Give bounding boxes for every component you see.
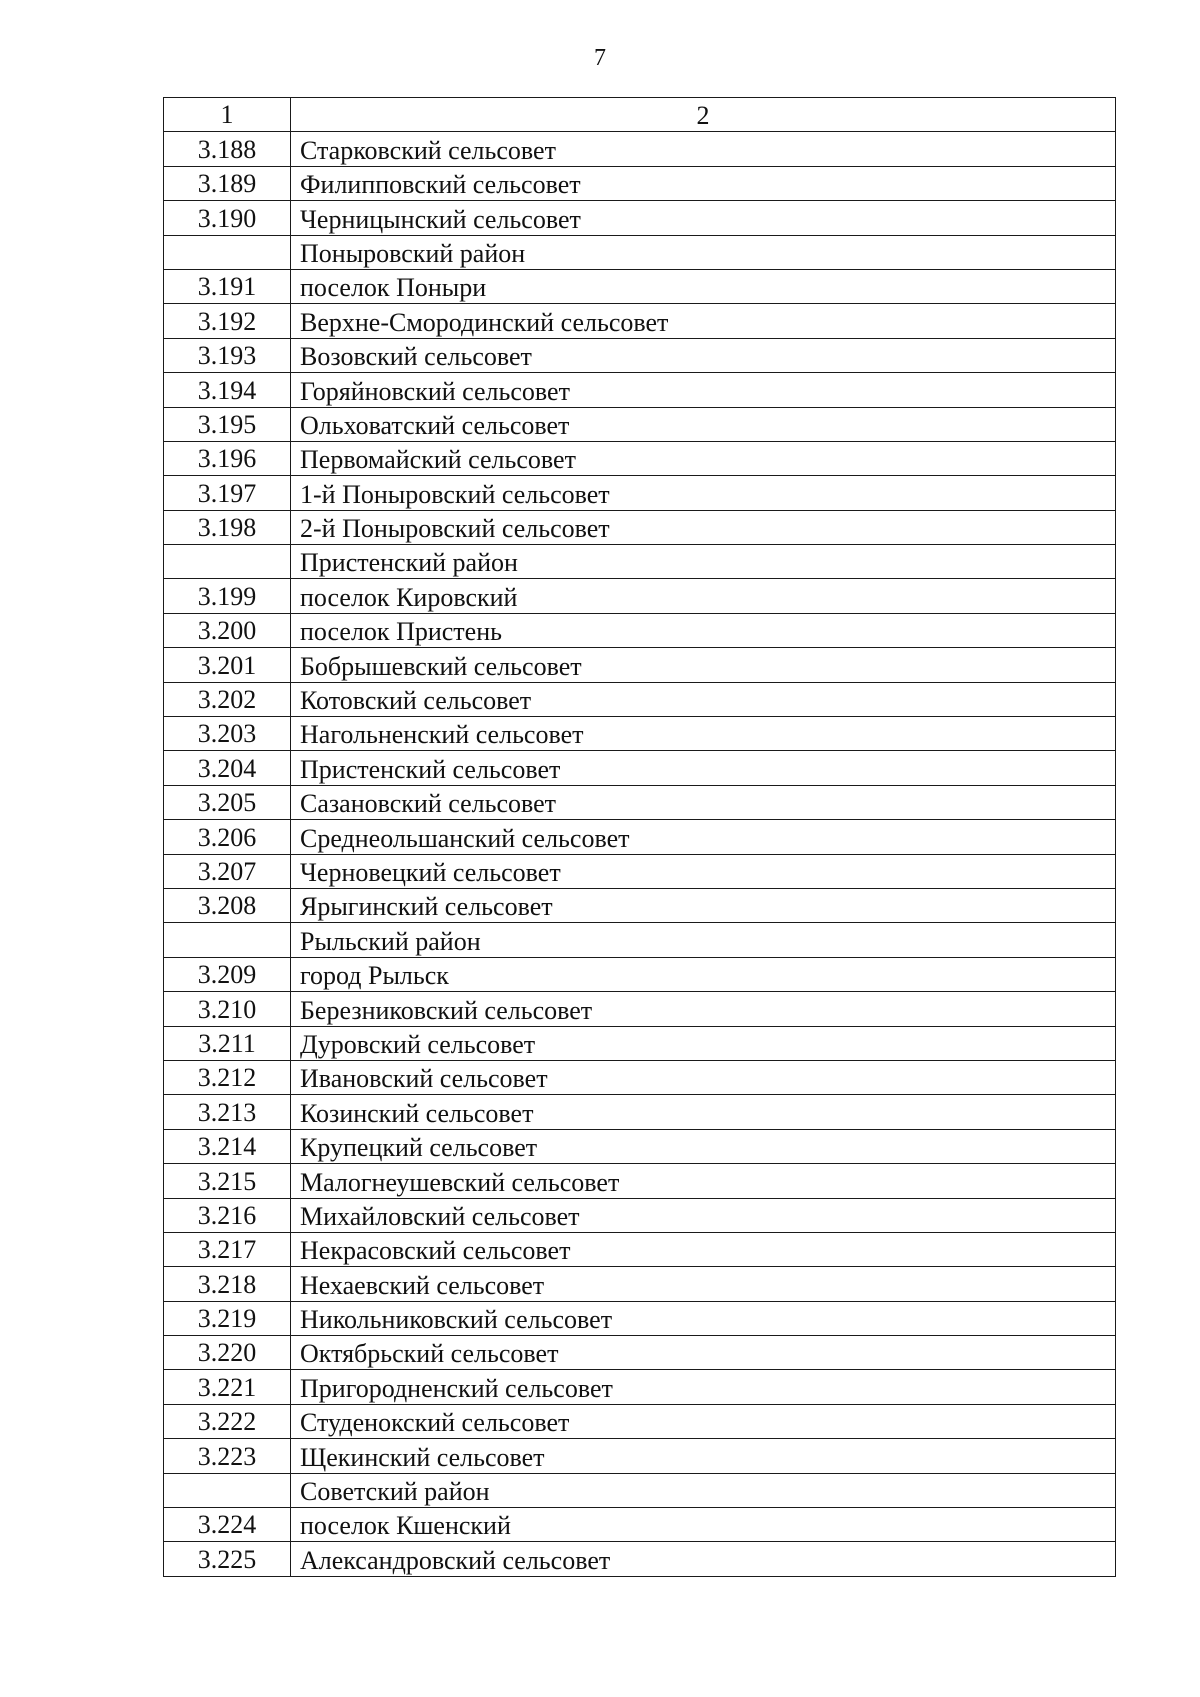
table-row	[164, 1301, 1116, 1335]
row-number-cell: 3.214	[164, 1129, 291, 1163]
municipality-name-cell: Сазановский сельсовет	[291, 785, 1116, 819]
municipality-name-cell: Среднеольшанский сельсовет	[291, 820, 1116, 854]
municipality-name-cell: Нехаевский сельсовет	[291, 1267, 1116, 1301]
table-header-row	[164, 98, 1116, 132]
row-number-cell: 3.211	[164, 1026, 291, 1060]
table-row	[164, 1542, 1116, 1576]
row-number-cell	[164, 1473, 291, 1507]
municipality-name-cell: поселок Кировский	[291, 579, 1116, 613]
column-header-name: 2	[291, 98, 1116, 132]
table-row	[164, 717, 1116, 751]
table-row	[164, 407, 1116, 441]
table-row	[164, 166, 1116, 200]
municipality-name-cell: Октябрьский сельсовет	[291, 1336, 1116, 1370]
row-number-cell: 3.191	[164, 269, 291, 303]
table-row	[164, 304, 1116, 338]
table-row	[164, 957, 1116, 991]
table-row	[164, 338, 1116, 372]
page-number: 7	[594, 45, 606, 71]
municipality-name-cell: Возовский сельсовет	[291, 338, 1116, 372]
table-row	[164, 820, 1116, 854]
table-row	[164, 1370, 1116, 1404]
municipality-name-cell: Михайловский сельсовет	[291, 1198, 1116, 1232]
table-row	[164, 751, 1116, 785]
table-row	[164, 888, 1116, 922]
municipality-name-cell: Пригородненский сельсовет	[291, 1370, 1116, 1404]
district-name-cell: Поныровский район	[291, 235, 1116, 269]
table-row	[164, 1026, 1116, 1060]
row-number-cell: 3.196	[164, 441, 291, 475]
row-number-cell: 3.189	[164, 166, 291, 200]
row-number-cell: 3.192	[164, 304, 291, 338]
table-row	[164, 1336, 1116, 1370]
row-number-cell: 3.188	[164, 132, 291, 166]
table-row	[164, 132, 1116, 166]
row-number-cell: 3.190	[164, 201, 291, 235]
row-number-cell: 3.215	[164, 1164, 291, 1198]
municipality-name-cell: Черницынский сельсовет	[291, 201, 1116, 235]
row-number-cell: 3.202	[164, 682, 291, 716]
row-number-cell	[164, 545, 291, 579]
table-row	[164, 201, 1116, 235]
municipality-name-cell: Старковский сельсовет	[291, 132, 1116, 166]
municipality-name-cell: Пристенский сельсовет	[291, 751, 1116, 785]
row-number-cell: 3.212	[164, 1060, 291, 1094]
table-row	[164, 648, 1116, 682]
municipality-name-cell: Верхне-Смородинский сельсовет	[291, 304, 1116, 338]
row-number-cell: 3.200	[164, 613, 291, 647]
municipality-name-cell: Некрасовский сельсовет	[291, 1232, 1116, 1266]
table-row	[164, 682, 1116, 716]
table-row	[164, 269, 1116, 303]
municipality-name-cell: Студенокский сельсовет	[291, 1404, 1116, 1438]
municipality-name-cell: Бобрышевский сельсовет	[291, 648, 1116, 682]
municipality-name-cell: Ивановский сельсовет	[291, 1060, 1116, 1094]
district-heading-row	[164, 1473, 1116, 1507]
table-body	[164, 132, 1116, 1576]
row-number-cell: 3.219	[164, 1301, 291, 1335]
table-row	[164, 785, 1116, 819]
municipality-name-cell: поселок Поныри	[291, 269, 1116, 303]
district-name-cell: Советский район	[291, 1473, 1116, 1507]
table-row	[164, 373, 1116, 407]
table-row	[164, 1198, 1116, 1232]
table-row	[164, 579, 1116, 613]
row-number-cell: 3.194	[164, 373, 291, 407]
municipality-name-cell: Ярыгинский сельсовет	[291, 888, 1116, 922]
row-number-cell: 3.198	[164, 510, 291, 544]
district-name-cell: Пристенский район	[291, 545, 1116, 579]
row-number-cell: 3.224	[164, 1508, 291, 1542]
row-number-cell: 3.205	[164, 785, 291, 819]
table-row	[164, 1508, 1116, 1542]
row-number-cell: 3.199	[164, 579, 291, 613]
municipality-name-cell: Ольховатский сельсовет	[291, 407, 1116, 441]
municipalities-table	[163, 97, 1116, 1577]
row-number-cell: 3.207	[164, 854, 291, 888]
municipality-name-cell: Дуровский сельсовет	[291, 1026, 1116, 1060]
district-heading-row	[164, 235, 1116, 269]
table-row	[164, 1404, 1116, 1438]
table-row	[164, 441, 1116, 475]
municipality-name-cell: Первомайский сельсовет	[291, 441, 1116, 475]
row-number-cell: 3.218	[164, 1267, 291, 1301]
table-row	[164, 1164, 1116, 1198]
municipality-name-cell: Горяйновский сельсовет	[291, 373, 1116, 407]
row-number-cell: 3.210	[164, 992, 291, 1026]
row-number-cell: 3.208	[164, 888, 291, 922]
row-number-cell: 3.216	[164, 1198, 291, 1232]
row-number-cell: 3.201	[164, 648, 291, 682]
table-row	[164, 476, 1116, 510]
row-number-cell: 3.225	[164, 1542, 291, 1576]
row-number-cell: 3.222	[164, 1404, 291, 1438]
municipality-name-cell: Никольниковский сельсовет	[291, 1301, 1116, 1335]
table-row	[164, 1060, 1116, 1094]
municipality-name-cell: Александровский сельсовет	[291, 1542, 1116, 1576]
table-row	[164, 1095, 1116, 1129]
row-number-cell: 3.203	[164, 717, 291, 751]
row-number-cell: 3.206	[164, 820, 291, 854]
municipality-name-cell: Котовский сельсовет	[291, 682, 1116, 716]
row-number-cell: 3.220	[164, 1336, 291, 1370]
district-name-cell: Рыльский район	[291, 923, 1116, 957]
district-heading-row	[164, 545, 1116, 579]
row-number-cell: 3.197	[164, 476, 291, 510]
municipality-name-cell: Нагольненский сельсовет	[291, 717, 1116, 751]
municipality-name-cell: город Рыльск	[291, 957, 1116, 991]
column-header-number: 1	[164, 98, 291, 132]
row-number-cell: 3.193	[164, 338, 291, 372]
municipality-name-cell: Березниковский сельсовет	[291, 992, 1116, 1026]
municipality-name-cell: Малогнеушевский сельсовет	[291, 1164, 1116, 1198]
municipality-name-cell: Филипповский сельсовет	[291, 166, 1116, 200]
table-row	[164, 1129, 1116, 1163]
row-number-cell: 3.217	[164, 1232, 291, 1266]
row-number-cell	[164, 235, 291, 269]
municipality-name-cell: Черновецкий сельсовет	[291, 854, 1116, 888]
row-number-cell: 3.221	[164, 1370, 291, 1404]
table-row	[164, 1232, 1116, 1266]
row-number-cell	[164, 923, 291, 957]
municipality-name-cell: поселок Пристень	[291, 613, 1116, 647]
table-row	[164, 1439, 1116, 1473]
municipality-name-cell: Крупецкий сельсовет	[291, 1129, 1116, 1163]
table-row	[164, 992, 1116, 1026]
row-number-cell: 3.213	[164, 1095, 291, 1129]
row-number-cell: 3.223	[164, 1439, 291, 1473]
row-number-cell: 3.195	[164, 407, 291, 441]
table-row	[164, 854, 1116, 888]
table-row	[164, 613, 1116, 647]
table-row	[164, 1267, 1116, 1301]
district-heading-row	[164, 923, 1116, 957]
municipality-name-cell: Щекинский сельсовет	[291, 1439, 1116, 1473]
municipality-name-cell: 1-й Поныровский сельсовет	[291, 476, 1116, 510]
municipality-name-cell: 2-й Поныровский сельсовет	[291, 510, 1116, 544]
municipality-name-cell: поселок Кшенский	[291, 1508, 1116, 1542]
table-row	[164, 510, 1116, 544]
municipality-name-cell: Козинский сельсовет	[291, 1095, 1116, 1129]
row-number-cell: 3.204	[164, 751, 291, 785]
row-number-cell: 3.209	[164, 957, 291, 991]
